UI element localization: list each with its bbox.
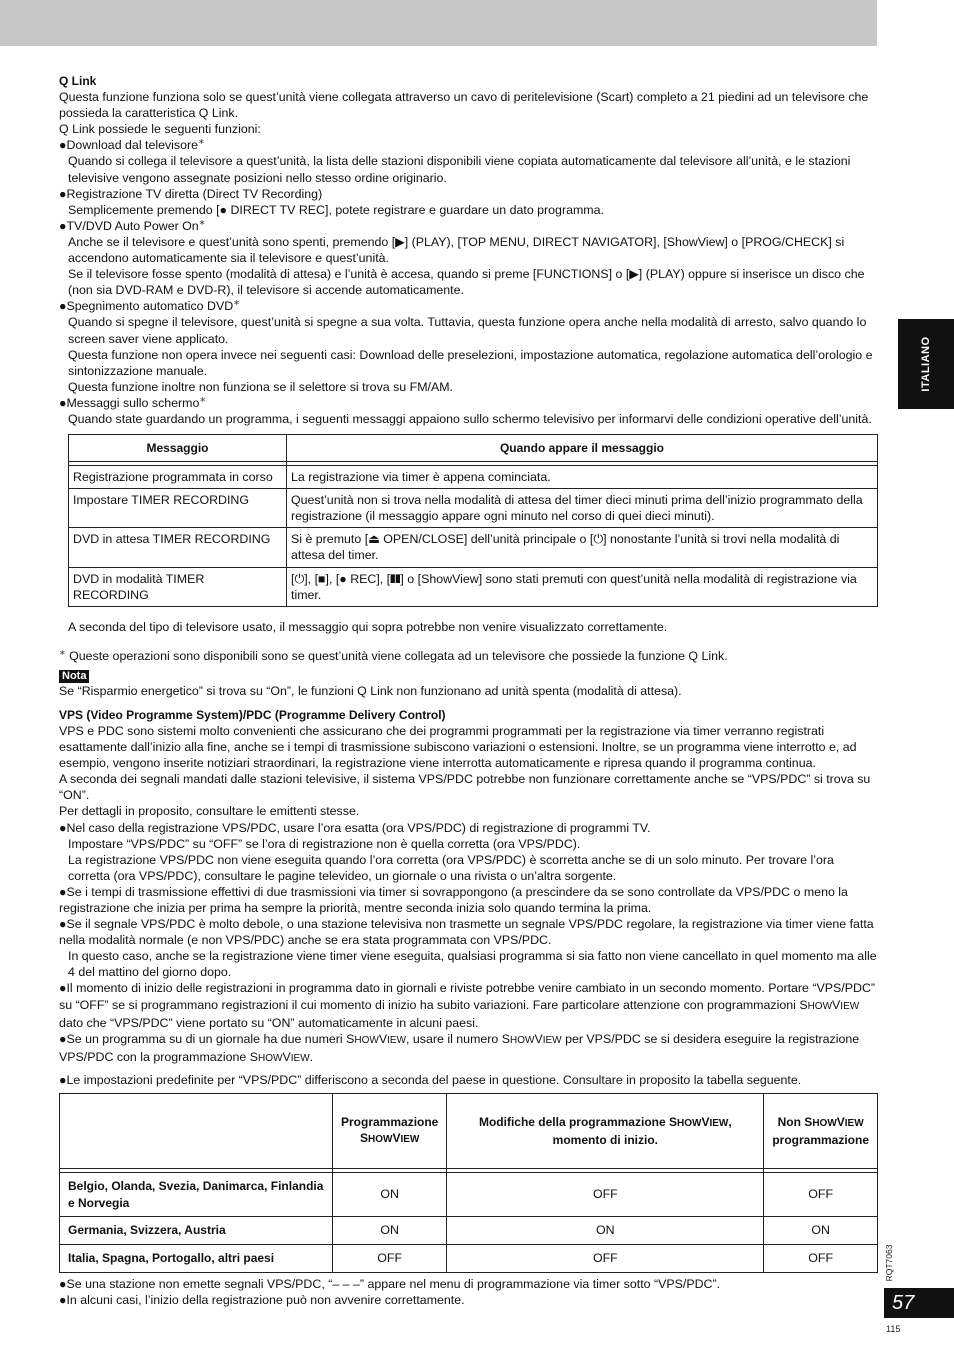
- header-bar: [0, 0, 877, 46]
- showview-word: SHOWVIEW: [501, 1031, 562, 1046]
- bullet-mark: ●: [59, 138, 67, 153]
- vps-bullet-3: [59, 916, 879, 948]
- language-tab-label: ITALIANO: [919, 336, 932, 392]
- auto-power-text-1: Anche se il televisore e quest’unità sono spenti, premendo [▶] (PLAY), [TOP MENU, DIRECT NAVIGATOR], [ShowView] o [PROG/CHECK] si accendono automaticamente sia il televisore e quest’unità.: [68, 234, 845, 266]
- table-note: A seconda del tipo di televisore usato, il messaggio qui sopra potrebbe non venire visualizzato correttamente.: [68, 620, 668, 635]
- vps-bullet-5-text-a: Se un programma su di un giornale ha due numeri: [66, 1031, 347, 1046]
- vps-bullet-2: [59, 884, 879, 916]
- table-header-row: [60, 1094, 878, 1169]
- bullet-mark: ●: [59, 299, 67, 314]
- country-cell: Belgio, Olanda, Svezia, Danimarca, Finlandia e Norvegia: [60, 1173, 333, 1217]
- bullet-mark: ●: [59, 1031, 67, 1046]
- vps-bullet-5: ●Se un programma su di un giornale ha due numeri SHOWVIEW, usare il numero SHOWVIEW per VPS/PDC se si desidera eseguire la registrazione VPS/PDC con la programmazione SHOWVIEW.: [59, 1031, 860, 1064]
- vps-bullet-4-text-a: Il momento di inizio delle registrazioni in programma dato in giornali e riviste potrebbe venire cambiato in un secondo momento. Portare “VPS/PDC” su “OFF” se si programmano registrazioni il cui momento di inizio ha subito variazioni. Fare particolare attenzione con programmazioni: [59, 981, 876, 1012]
- showview-word: SHOWVIEW: [799, 997, 860, 1012]
- bullet-messages: [59, 395, 879, 411]
- value-cell: ON: [333, 1173, 447, 1217]
- country-cell: Italia, Spagna, Portogallo, altri paesi: [60, 1245, 333, 1273]
- value-cell: ON: [333, 1217, 447, 1245]
- asterisk-mark: ∗: [198, 137, 205, 147]
- table-row: [60, 1245, 878, 1273]
- bullet-download: [59, 137, 879, 153]
- table-row: [69, 567, 878, 606]
- table-header-row: [69, 435, 878, 462]
- bullet-mark: ●: [59, 1277, 67, 1292]
- country-cell: Germania, Svizzera, Austria: [60, 1217, 333, 1245]
- bullet-mark: ●: [59, 1293, 67, 1308]
- value-cell: OFF: [333, 1245, 447, 1273]
- showview-word: SHOWVIEW: [249, 1049, 310, 1064]
- bullet-mark: ●: [59, 820, 67, 835]
- header-showview: Programmazione SHOWVIEW: [333, 1094, 447, 1169]
- end-bullet-2: [59, 1292, 879, 1308]
- messages-table: [68, 434, 878, 607]
- vps-title: VPS (Video Programme System)/PDC (Programme Delivery Control): [59, 707, 446, 722]
- nota-label: Nota: [59, 670, 89, 683]
- vps-bullet-6-text: Le impostazioni predefinite per “VPS/PDC” differiscono a seconda del paese in questione. Consultare in proposito la tabella seguente.: [66, 1072, 802, 1087]
- vps-bullet-1: [59, 820, 879, 836]
- vps-bullet-5-text-c: per VPS/PDC se si desidera eseguire la registrazione VPS/PDC con la programmazione: [59, 1031, 860, 1064]
- header-message: Messaggio: [69, 435, 287, 462]
- vps-bullet-1-text-2: Impostare “VPS/PDC” su “OFF” se l’ora di registrazione non è quella corretta (ora VPS/PDC).: [68, 836, 581, 851]
- qlink-title: Q Link: [59, 74, 97, 88]
- bullet-mark: ●: [59, 981, 67, 996]
- direct-rec-text: Semplicemente premendo [● DIRECT TV REC], potete registrare e guardare un dato programma.: [68, 202, 604, 217]
- message-cell: DVD in modalità TIMER RECORDING: [69, 567, 287, 606]
- language-tab: [898, 319, 954, 409]
- page-number: 57: [892, 1292, 915, 1314]
- auto-standby-text-2: Questa funzione non opera invece nei seguenti casi: Download delle preselezioni, impostazione automatica, regolazione automatica dell’orologio e sintonizzazione manuale.: [68, 347, 873, 378]
- bullet-mark: ●: [59, 218, 67, 233]
- end-bullet-1-text: Se una stazione non emette segnali VPS/PDC, “– – –” appare nel menu di programmazione via timer sotto “VPS/PDC”.: [66, 1277, 721, 1292]
- qlink-functions-intro: Q Link possiede le seguenti funzioni:: [59, 122, 261, 137]
- vps-paragraph-3: Per dettagli in proposito, consultare le emittenti stesse.: [59, 804, 360, 819]
- asterisk-mark: ∗: [59, 647, 66, 657]
- message-cell: DVD in attesa TIMER RECORDING: [69, 528, 287, 567]
- when-cell: [⏻], [■], [● REC], [❚❚] o [ShowView] sono stati premuti con quest’unità nella modalità di registrazione via timer.: [287, 567, 878, 606]
- header-empty: [60, 1094, 333, 1169]
- when-cell: La registrazione via timer è appena cominciata.: [287, 466, 878, 489]
- download-title: Download dal televisore: [66, 138, 199, 153]
- document-code: [883, 1244, 899, 1282]
- page-number-box: [884, 1288, 954, 1318]
- header-showview-changes: Modifiche della programmazione SHOWVIEW, momento di inizio.: [447, 1094, 764, 1169]
- vps-bullet-3-text: Se il segnale VPS/PDC è molto debole, o una stazione televisiva non trasmette un segnale VPS/PDC regolare, la registrazione via timer viene fatta nella modalità normale (e non VPS/PDC) anche se era stata programmata con VPS/PDC.: [59, 917, 874, 948]
- table-row: [69, 489, 878, 528]
- vps-bullet-3-text-2: In questo caso, anche se la registrazione viene timer viene eseguita, qualsiasi programma si sia fatto non viene cancellato in quel momento ma alle 4 del mattino del giorno dopo.: [68, 949, 877, 980]
- bullet-auto-power: [59, 218, 879, 234]
- vps-bullet-4-text-b: dato che “VPS/PDC” viene portato su “ON” automaticamente in alcuni paesi.: [59, 1015, 479, 1030]
- table-row: [69, 528, 878, 567]
- messages-text: Quando state guardando un programma, i seguenti messaggi appaiono sullo schermo televisivo per informarvi delle condizioni operative dell’unità.: [68, 411, 872, 426]
- messages-title: Messaggi sullo schermo: [66, 395, 200, 410]
- value-cell: OFF: [447, 1173, 764, 1217]
- when-cell: Si è premuto [⏏ OPEN/CLOSE] dell’unità principale o [⏻] nonostante l’unità si trovi nella modalità di attesa del timer.: [287, 528, 878, 567]
- message-cell: Impostare TIMER RECORDING: [69, 489, 287, 528]
- value-cell: OFF: [764, 1173, 878, 1217]
- table-row: [60, 1173, 878, 1217]
- value-cell: ON: [447, 1217, 764, 1245]
- header-when: Quando appare il messaggio: [287, 435, 878, 462]
- vps-bullet-1-text: Nel caso della registrazione VPS/PDC, usare l’ora esatta (ora VPS/PDC) di registrazione di programmi TV.: [66, 820, 651, 835]
- when-cell: Quest’unità non si trova nella modalità di attesa del timer dieci minuti prima dell’inizio programmato della registrazione (il messaggio appare ogni minuto nel corso di quei dieci minuti).: [287, 489, 878, 528]
- bullet-auto-standby: [59, 298, 879, 314]
- value-cell: OFF: [447, 1245, 764, 1273]
- footnote-text: Queste operazioni sono disponibili sono se quest’unità viene collegata ad un televisore che possiede la funzione Q Link.: [69, 648, 728, 663]
- bullet-mark: ●: [59, 186, 67, 201]
- footnote: [59, 648, 879, 664]
- value-cell: ON: [764, 1217, 878, 1245]
- auto-standby-text-3: Questa funzione inoltre non funziona se il selettore si trova su FM/AM.: [68, 379, 453, 394]
- vps-bullet-4: [59, 980, 879, 1030]
- vps-paragraph-2: A seconda dei segnali mandati dalle stazioni televisive, il sistema VPS/PDC potrebbe non funzionare correttamente anche se “VPS/PDC” si trova su “ON”.: [59, 772, 871, 803]
- auto-standby-text-1: Quando si spegne il televisore, quest’unità si spegne a sua volta. Tuttavia, questa funzione opera anche nella modalità di arresto, salvo quando lo screen saver viene applicato.: [68, 315, 867, 346]
- table-row: [60, 1217, 878, 1245]
- auto-standby-title: Spegnimento automatico DVD: [66, 299, 234, 314]
- vps-settings-table: [59, 1093, 878, 1273]
- bullet-mark: ●: [59, 917, 67, 932]
- header-non-showview: Non SHOWVIEW programmazione: [764, 1094, 878, 1169]
- value-cell: OFF: [764, 1245, 878, 1273]
- asterisk-mark: ∗: [198, 217, 206, 227]
- direct-rec-title: Registrazione TV diretta (Direct TV Recording): [66, 186, 323, 201]
- vps-bullet-2-text: Se i tempi di trasmissione effettivi di due trasmissioni via timer si sovrappongono (a prescindere da se sono controllate da VPS/PDC o meno la registrazione che inizia per prima ha sempre la priorità, mentre seconda inizia solo quando termina la prima.: [59, 884, 848, 915]
- download-text: Quando si collega il televisore a quest’unità, la lista delle stazioni disponibili viene copiata automaticamente dal televisore all’unità, e le stazioni televisive vengono assegnate posizioni nello stesso ordine originario.: [68, 154, 851, 185]
- showview-word: SHOWVIEW: [346, 1031, 407, 1046]
- qlink-intro: Questa funzione funziona solo se quest’unità viene collegata attraverso un cavo di peritelevisione (Scart) completo a 21 piedini ad un televisore che possieda la caratteristica Q Link.: [59, 90, 869, 121]
- folio-number: 115: [886, 1324, 901, 1334]
- asterisk-mark: ∗: [233, 298, 240, 308]
- vps-bullet-5-text-b: , usare il numero: [406, 1031, 502, 1046]
- message-cell: Registrazione programmata in corso: [69, 466, 287, 489]
- end-bullet-2-text: In alcuni casi, l’inizio della registrazione può non avvenire correttamente.: [66, 1293, 465, 1308]
- document-code-text: RQT7063: [883, 1244, 894, 1282]
- vps-bullet-1-text-3: La registrazione VPS/PDC non viene eseguita quando l’ora corretta (ora VPS/PDC) è scorretta anche se di un solo minuto. Per trovare l’ora corretta (ora VPS/PDC), consultare le pagine televideo, un giornale o una rivista o un’altra sorgente.: [68, 852, 834, 883]
- nota-text: Se “Risparmio energetico” si trova su “On”, le funzioni Q Link non funzionano ad unità spenta (modalità di attesa).: [59, 683, 682, 698]
- vps-paragraph-1: VPS e PDC sono sistemi molto convenienti che assicurano che dei programmi programmati per la registrazione via timer verranno registrati esattamente dall’inizio alla fine, anche se i tempi di trasmissione subiscono variazioni o estensioni. Inoltre, se un programma viene interrotto e, ad esempio, vengono inserite notiziari straordinari, la registrazione viene interrotta automaticamente e ripresa quando il programma continua.: [59, 723, 857, 771]
- vps-bullet-6: [59, 1072, 879, 1088]
- end-bullet-1: [59, 1276, 879, 1292]
- bullet-mark: ●: [59, 884, 67, 899]
- table-row: [69, 466, 878, 489]
- asterisk-mark: ∗: [199, 394, 207, 404]
- bullet-direct-rec: [59, 186, 879, 202]
- auto-power-text-2: Se il televisore fosse spento (modalità di attesa) e l’unità è accesa, quando si preme [FUNCTIONS] o [▶] (PLAY) oppure si inserisce un disco che (non sia DVD-RAM e DVD-R), il televisore si accende automaticamente.: [68, 267, 865, 298]
- auto-power-title: TV/DVD Auto Power On: [66, 218, 199, 233]
- page-content: [59, 73, 879, 1308]
- bullet-mark: ●: [59, 395, 67, 410]
- bullet-mark: ●: [59, 1072, 67, 1087]
